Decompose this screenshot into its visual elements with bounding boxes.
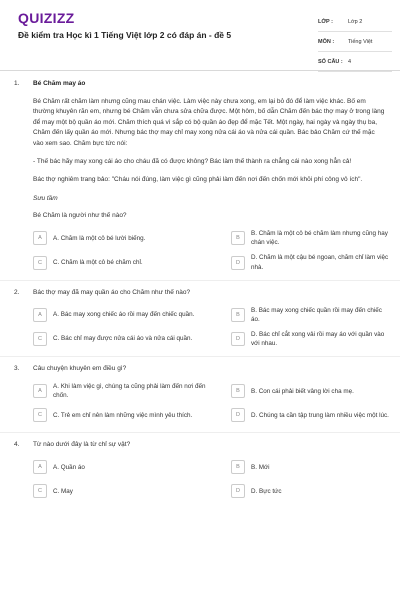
question-number: 4. [14, 441, 20, 449]
answer-choice-c[interactable] [33, 406, 215, 424]
answer-choices [33, 229, 389, 272]
answer-choices [33, 306, 386, 349]
passage-paragraph: - Thế bác hãy may xong cái áo cho cháu đã có được không? Bác làm thế thành ra chẳng cái nào xong hẳn cả! [33, 157, 352, 165]
choice-letter-box: A [33, 308, 47, 322]
question-number: 1. [14, 80, 20, 87]
choice-text: A. Bác may xong chiếc áo rồi may đến chiếc quần. [53, 311, 195, 319]
answer-choice-d[interactable] [231, 482, 391, 500]
choice-letter-box: B [231, 384, 245, 398]
choice-letter-box: A [33, 384, 47, 398]
question-divider [0, 432, 400, 433]
passage-source: Sưu tầm [33, 194, 58, 202]
choice-text: D. Bực tức [251, 487, 282, 495]
answer-choice-c[interactable] [33, 330, 215, 348]
meta-value: Tiếng Việt [348, 38, 373, 45]
choice-text: C. May [53, 487, 73, 495]
passage-paragraph: Bé Chăm rất chăm làm nhưng cũng mau chán việc. Làm việc này chưa xong, em lại bỏ đó để làm việc khác. Bố em thường khuyên răn em, nhưng bé Chăm vẫn chưa sửa chữa được. Một hôm, bố dẫn Chăm đến bác thợ may ở trong làng để may một bộ quần áo mới. Chăm thích quá vì sắp có bộ quần áo đẹp để mặc Tết. Một ngày, hai ngày và ngày thụ ba, Chăm đến lấy quần áo mới. Nhưng bác thợ may chỉ may xong nửa cái áo và nửa cái quần. Bác bảo Chăm cứ thế mặc vào xem sao. Chăm bực tức nói: [33, 98, 385, 147]
answer-choice-c[interactable] [33, 482, 215, 500]
choice-letter-box: B [231, 460, 245, 474]
answer-choice-b[interactable] [231, 382, 391, 400]
meta-value: Lớp 2 [348, 18, 363, 25]
worksheet-title: Đề kiểm tra Học kì 1 Tiếng Việt lớp 2 có đáp án - đề 5 [18, 30, 232, 40]
question-1 [14, 80, 389, 272]
choice-letter-box: D [231, 332, 245, 346]
question-prompt: Câu chuyện khuyên em điều gì? [33, 365, 127, 373]
choice-text: D. Chăm là một cậu bé ngoan, chăm chỉ làm việc nhà. [251, 254, 389, 271]
meta-key: SỐ CÂU : [318, 58, 343, 65]
answer-choice-d[interactable] [231, 330, 391, 348]
question-4 [14, 441, 386, 500]
question-divider [0, 356, 400, 357]
choice-letter-box: A [33, 231, 47, 245]
meta-value: 4 [348, 58, 352, 65]
question-2 [14, 289, 386, 349]
choice-letter-box: D [231, 256, 245, 270]
choice-text: D. Chúng ta cần tập trung làm nhiều việc một lúc. [251, 411, 389, 419]
choice-text: B. Chăm là một cô bé chăm làm nhưng cũng hay chán việc. [251, 230, 388, 247]
answer-choice-b[interactable] [231, 306, 391, 324]
question-prompt: Bác thợ may đã may quần áo cho Chăm như thế nào? [33, 288, 191, 296]
choice-letter-box: C [33, 484, 47, 498]
question-3 [14, 365, 389, 424]
answer-choice-a[interactable] [33, 306, 215, 324]
choice-text: A. Chăm là một cô bé lười biếng. [53, 234, 146, 242]
choice-text: B. Con cái phải biết vâng lời cha mẹ. [251, 387, 354, 395]
page-header [0, 0, 400, 71]
choice-letter-box: B [231, 231, 245, 245]
meta-row-question-count [318, 52, 392, 72]
choice-letter-box: D [231, 484, 245, 498]
answer-choice-a[interactable] [33, 382, 215, 400]
choice-text: A. Quần áo [53, 463, 85, 471]
answer-choice-d[interactable] [231, 253, 391, 271]
choice-letter-box: C [33, 408, 47, 422]
quizizz-logo: QUIZIZZ [18, 10, 75, 26]
choice-text: C. Chăm là một cô bé chăm chỉ. [53, 258, 143, 266]
answer-choices [33, 382, 389, 424]
answer-choice-d[interactable] [231, 406, 391, 424]
choice-letter-box: C [33, 332, 47, 346]
question-divider [0, 280, 400, 281]
answer-choice-b[interactable] [231, 229, 391, 247]
question-prompt: Bé Chăm là người như thế nào? [33, 212, 127, 220]
choice-text: D. Bác chỉ cắt xong vải rồi may áo với quần vào với nhau. [251, 330, 385, 347]
meta-key: LỚP : [318, 18, 333, 25]
choice-letter-box: A [33, 460, 47, 474]
question-number: 2. [14, 288, 20, 296]
passage-paragraph: Bác thợ nghiêm trang bảo: "Cháu nói đúng, làm việc gì cũng phải làm đến nơi đến chốn mới khỏi phí công vô ích". [33, 176, 363, 184]
meta-row-class [318, 12, 392, 32]
answer-choices [33, 458, 386, 500]
question-list [0, 80, 400, 508]
worksheet-meta [318, 12, 392, 72]
choice-letter-box: D [231, 408, 245, 422]
choice-letter-box: C [33, 256, 47, 270]
choice-text: B. Bác may xong chiếc quần rồi may đến chiếc áo. [251, 306, 382, 323]
question-prompt: Từ nào dưới đây là từ chỉ sự vật? [33, 441, 131, 449]
passage-title: Bé Chăm may áo [33, 80, 86, 87]
choice-text: C. Bác chỉ may được nửa cái áo và nửa cái quần. [53, 335, 193, 343]
choice-text: A. Khi làm việc gì, chúng ta cũng phải làm đến nơi đến chốn. [53, 383, 206, 400]
answer-choice-c[interactable] [33, 253, 215, 271]
answer-choice-b[interactable] [231, 458, 391, 476]
answer-choice-a[interactable] [33, 458, 215, 476]
choice-text: B. Mới [251, 463, 270, 471]
meta-row-subject [318, 32, 392, 52]
question-number: 3. [14, 365, 20, 373]
meta-key: MÔN : [318, 38, 335, 45]
answer-choice-a[interactable] [33, 229, 215, 247]
choice-text: C. Trẻ em chỉ nên làm những việc mình yêu thích. [53, 411, 193, 419]
choice-letter-box: B [231, 308, 245, 322]
